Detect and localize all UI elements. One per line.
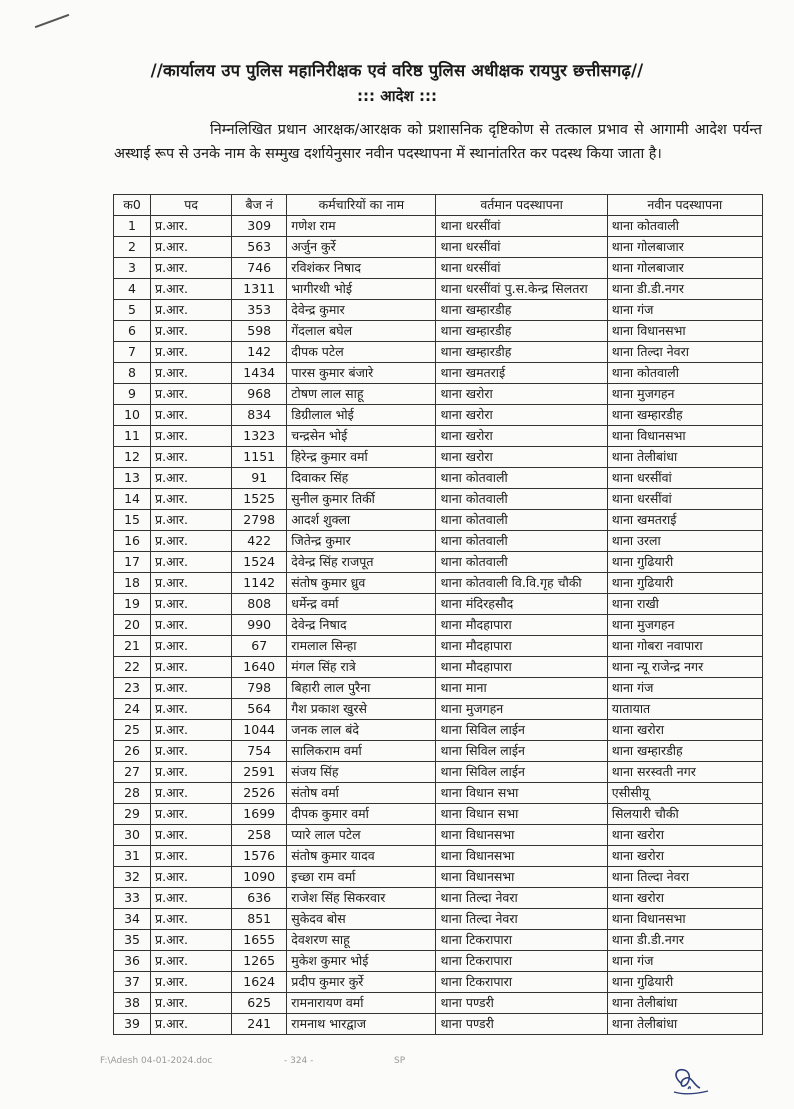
cell-post: प्र.आर. <box>151 321 232 342</box>
cell-name: देवेन्द्र कुमार <box>287 300 436 321</box>
cell-new-posting: थाना विधानसभा <box>607 426 762 447</box>
cell-new-posting: थाना गोबरा नवापारा <box>607 636 762 657</box>
cell-current-posting: थाना तिल्दा नेवरा <box>436 888 607 909</box>
cell-post: प्र.आर. <box>151 552 232 573</box>
cell-current-posting: थाना मंदिरहसौद <box>436 594 607 615</box>
cell-post: प्र.आर. <box>151 384 232 405</box>
cell-name: संतोष कुमार ध्रुव <box>287 573 436 594</box>
cell-badge: 1265 <box>232 951 287 972</box>
cell-name: अर्जुन कुर्रे <box>287 237 436 258</box>
cell-badge: 1142 <box>232 573 287 594</box>
cell-post: प्र.आर. <box>151 909 232 930</box>
cell-badge: 1655 <box>232 930 287 951</box>
cell-current-posting: थाना धरसींवां <box>436 216 607 237</box>
table-row <box>114 930 763 951</box>
header-badge: बैज नं <box>232 195 287 216</box>
cell-serial: 36 <box>114 951 151 972</box>
cell-badge: 598 <box>232 321 287 342</box>
cell-post: प्र.आर. <box>151 657 232 678</box>
cell-serial: 6 <box>114 321 151 342</box>
table-row <box>114 615 763 636</box>
cell-serial: 5 <box>114 300 151 321</box>
cell-name: देवशरण साहू <box>287 930 436 951</box>
cell-name: पारस कुमार बंजारे <box>287 363 436 384</box>
cell-badge: 422 <box>232 531 287 552</box>
cell-new-posting: थाना सरस्वती नगर <box>607 762 762 783</box>
cell-badge: 1311 <box>232 279 287 300</box>
cell-new-posting: थाना डी.डी.नगर <box>607 930 762 951</box>
table-row <box>114 678 763 699</box>
cell-current-posting: थाना धरसींवां पु.स.केन्द्र सिलतरा <box>436 279 607 300</box>
file-path: F:\Adesh 04-01-2024.doc <box>100 1056 213 1066</box>
table-row <box>114 909 763 930</box>
cell-name: प्रदीप कुमार कुर्रे <box>287 972 436 993</box>
cell-name: मंगल सिंह रात्रे <box>287 657 436 678</box>
cell-current-posting: थाना खरोरा <box>436 447 607 468</box>
table-row <box>114 741 763 762</box>
table-row <box>114 993 763 1014</box>
cell-new-posting: थाना गंज <box>607 300 762 321</box>
header-post: पद <box>151 195 232 216</box>
cell-serial: 31 <box>114 846 151 867</box>
cell-serial: 37 <box>114 972 151 993</box>
page-number: - 324 - <box>284 1056 314 1066</box>
cell-serial: 21 <box>114 636 151 657</box>
cell-current-posting: थाना खमतराई <box>436 363 607 384</box>
cell-current-posting: थाना विधानसभा <box>436 867 607 888</box>
cell-current-posting: थाना सिविल लाईन <box>436 762 607 783</box>
cell-post: प्र.आर. <box>151 489 232 510</box>
cell-current-posting: थाना कोतवाली वि.वि.गृह चौकी <box>436 573 607 594</box>
cell-post: प्र.आर. <box>151 237 232 258</box>
cell-current-posting: थाना कोतवाली <box>436 552 607 573</box>
cell-post: प्र.आर. <box>151 888 232 909</box>
table-row <box>114 972 763 993</box>
cell-new-posting: थाना गुढियारी <box>607 972 762 993</box>
cell-name: रामनारायण वर्मा <box>287 993 436 1014</box>
cell-serial: 19 <box>114 594 151 615</box>
cell-new-posting: थाना खरोरा <box>607 888 762 909</box>
cell-current-posting: थाना सिविल लाईन <box>436 720 607 741</box>
cell-badge: 968 <box>232 384 287 405</box>
cell-current-posting: थाना मौदहापारा <box>436 636 607 657</box>
cell-current-posting: थाना टिकरापारा <box>436 972 607 993</box>
cell-name: संजय सिंह <box>287 762 436 783</box>
cell-name: इच्छा राम वर्मा <box>287 867 436 888</box>
table-row <box>114 279 763 300</box>
table-row <box>114 867 763 888</box>
cell-name: दीपक पटेल <box>287 342 436 363</box>
cell-badge: 67 <box>232 636 287 657</box>
cell-serial: 4 <box>114 279 151 300</box>
cell-post: प्र.आर. <box>151 216 232 237</box>
cell-name: बिहारी लाल पुरैना <box>287 678 436 699</box>
cell-post: प्र.आर. <box>151 930 232 951</box>
cell-name: सुनील कुमार तिर्की <box>287 489 436 510</box>
cell-current-posting: थाना माना <box>436 678 607 699</box>
cell-new-posting: यातायात <box>607 699 762 720</box>
cell-current-posting: थाना मौदहापारा <box>436 657 607 678</box>
pen-stroke-mark <box>35 14 70 28</box>
cell-post: प्र.आर. <box>151 531 232 552</box>
table-row <box>114 846 763 867</box>
cell-serial: 14 <box>114 489 151 510</box>
cell-serial: 26 <box>114 741 151 762</box>
cell-serial: 20 <box>114 615 151 636</box>
cell-current-posting: थाना खरोरा <box>436 426 607 447</box>
cell-new-posting: थाना खरोरा <box>607 825 762 846</box>
header-current-posting: वर्तमान पदस्थापना <box>436 195 607 216</box>
cell-badge: 1576 <box>232 846 287 867</box>
table-row <box>114 489 763 510</box>
cell-new-posting: थाना गुढियारी <box>607 552 762 573</box>
table-row <box>114 699 763 720</box>
cell-name: दिवाकर सिंह <box>287 468 436 489</box>
table-row <box>114 573 763 594</box>
cell-name: हिरेन्द्र कुमार वर्मा <box>287 447 436 468</box>
cell-new-posting: थाना मुजगहन <box>607 615 762 636</box>
cell-post: प्र.आर. <box>151 741 232 762</box>
cell-serial: 22 <box>114 657 151 678</box>
cell-badge: 1090 <box>232 867 287 888</box>
cell-post: प्र.आर. <box>151 993 232 1014</box>
table-row <box>114 594 763 615</box>
cell-current-posting: थाना खम्हारडीह <box>436 342 607 363</box>
table-row <box>114 762 763 783</box>
table-row <box>114 657 763 678</box>
cell-serial: 35 <box>114 930 151 951</box>
cell-new-posting: थाना तेलीबांधा <box>607 993 762 1014</box>
cell-serial: 17 <box>114 552 151 573</box>
cell-post: प्र.आर. <box>151 279 232 300</box>
cell-post: प्र.आर. <box>151 720 232 741</box>
table-row <box>114 531 763 552</box>
cell-new-posting: सिलयारी चौकी <box>607 804 762 825</box>
cell-current-posting: थाना टिकरापारा <box>436 951 607 972</box>
cell-new-posting: थाना खम्हारडीह <box>607 741 762 762</box>
cell-post: प्र.आर. <box>151 804 232 825</box>
cell-new-posting: थाना कोतवाली <box>607 216 762 237</box>
cell-serial: 23 <box>114 678 151 699</box>
cell-name: रविशंकर निषाद <box>287 258 436 279</box>
order-paragraph: निम्नलिखित प्रधान आरक्षक/आरक्षक को प्रशासनिक दृष्टिकोण से तत्काल प्रभाव से आगामी आदेश पर्यन्त अस्थाई रूप से उनके नाम के सम्मुख दर्शायेनुसार नवीन पदस्थापना में स्थानांतरित कर पदस्थ किया जाता है। <box>114 122 762 162</box>
cell-serial: 16 <box>114 531 151 552</box>
cell-post: प्र.आर. <box>151 258 232 279</box>
cell-badge: 142 <box>232 342 287 363</box>
cell-badge: 1699 <box>232 804 287 825</box>
cell-current-posting: थाना सिविल लाईन <box>436 741 607 762</box>
cell-name: सुकेदव बोस <box>287 909 436 930</box>
transfer-table <box>113 194 763 1035</box>
header-name: कर्मचारियों का नाम <box>287 195 436 216</box>
cell-serial: 7 <box>114 342 151 363</box>
cell-current-posting: थाना पण्डरी <box>436 1014 607 1035</box>
cell-name: टोषण लाल साहू <box>287 384 436 405</box>
cell-post: प्र.आर. <box>151 825 232 846</box>
cell-post: प्र.आर. <box>151 636 232 657</box>
cell-new-posting: एसीसीयू <box>607 783 762 804</box>
cell-name: गणेश राम <box>287 216 436 237</box>
cell-name: दीपक कुमार वर्मा <box>287 804 436 825</box>
table-row <box>114 825 763 846</box>
cell-badge: 353 <box>232 300 287 321</box>
cell-current-posting: थाना धरसींवां <box>436 237 607 258</box>
cell-name: प्यारे लाल पटेल <box>287 825 436 846</box>
cell-badge: 258 <box>232 825 287 846</box>
table-row <box>114 237 763 258</box>
cell-name: चन्द्रसेन भोई <box>287 426 436 447</box>
cell-name: आदर्श शुक्ला <box>287 510 436 531</box>
cell-new-posting: थाना खरोरा <box>607 720 762 741</box>
cell-post: प्र.आर. <box>151 615 232 636</box>
table-row <box>114 552 763 573</box>
cell-new-posting: थाना कोतवाली <box>607 363 762 384</box>
table-row <box>114 783 763 804</box>
table-row <box>114 300 763 321</box>
cell-badge: 1151 <box>232 447 287 468</box>
table-row <box>114 405 763 426</box>
cell-badge: 1640 <box>232 657 287 678</box>
cell-serial: 32 <box>114 867 151 888</box>
cell-post: प्र.आर. <box>151 363 232 384</box>
cell-serial: 27 <box>114 762 151 783</box>
cell-name: गैश प्रकाश खुरसे <box>287 699 436 720</box>
cell-serial: 29 <box>114 804 151 825</box>
cell-badge: 1044 <box>232 720 287 741</box>
cell-serial: 3 <box>114 258 151 279</box>
cell-post: प्र.आर. <box>151 594 232 615</box>
cell-current-posting: थाना कोतवाली <box>436 489 607 510</box>
cell-new-posting: थाना तिल्दा नेवरा <box>607 342 762 363</box>
cell-serial: 33 <box>114 888 151 909</box>
cell-current-posting: थाना विधानसभा <box>436 825 607 846</box>
cell-post: प्र.आर. <box>151 405 232 426</box>
table-row <box>114 636 763 657</box>
cell-badge: 754 <box>232 741 287 762</box>
cell-post: प्र.आर. <box>151 951 232 972</box>
header-serial: क0 <box>114 195 151 216</box>
cell-new-posting: थाना मुजगहन <box>607 384 762 405</box>
table-row <box>114 720 763 741</box>
cell-post: प्र.आर. <box>151 447 232 468</box>
cell-new-posting: थाना गोलबाजार <box>607 258 762 279</box>
table-row <box>114 468 763 489</box>
cell-badge: 990 <box>232 615 287 636</box>
cell-name: जितेन्द्र कुमार <box>287 531 436 552</box>
cell-new-posting: थाना खरोरा <box>607 846 762 867</box>
cell-serial: 11 <box>114 426 151 447</box>
cell-post: प्र.आर. <box>151 867 232 888</box>
signature-icon <box>668 1062 712 1098</box>
cell-serial: 28 <box>114 783 151 804</box>
cell-badge: 2798 <box>232 510 287 531</box>
cell-badge: 309 <box>232 216 287 237</box>
footer-initials: SP <box>394 1056 406 1066</box>
cell-new-posting: थाना तेलीबांधा <box>607 447 762 468</box>
cell-post: प्र.आर. <box>151 468 232 489</box>
cell-post: प्र.आर. <box>151 1014 232 1035</box>
cell-serial: 1 <box>114 216 151 237</box>
cell-new-posting: थाना गंज <box>607 678 762 699</box>
cell-new-posting: थाना न्यू राजेन्द्र नगर <box>607 657 762 678</box>
cell-badge: 808 <box>232 594 287 615</box>
cell-current-posting: थाना विधान सभा <box>436 804 607 825</box>
cell-new-posting: थाना धरसींवां <box>607 468 762 489</box>
cell-serial: 9 <box>114 384 151 405</box>
cell-name: डिग्रीलाल भोई <box>287 405 436 426</box>
order-heading: ::: आदेश ::: <box>357 87 437 105</box>
cell-name: रामनाथ भारद्वाज <box>287 1014 436 1035</box>
cell-new-posting: थाना विधानसभा <box>607 321 762 342</box>
cell-badge: 1323 <box>232 426 287 447</box>
cell-name: भागीरथी भोई <box>287 279 436 300</box>
cell-badge: 564 <box>232 699 287 720</box>
cell-serial: 8 <box>114 363 151 384</box>
cell-new-posting: थाना खमतराई <box>607 510 762 531</box>
cell-current-posting: थाना विधान सभा <box>436 783 607 804</box>
cell-new-posting: थाना धरसींवां <box>607 489 762 510</box>
cell-current-posting: थाना खरोरा <box>436 384 607 405</box>
cell-current-posting: थाना मौदहापारा <box>436 615 607 636</box>
cell-current-posting: थाना विधानसभा <box>436 846 607 867</box>
cell-current-posting: थाना कोतवाली <box>436 531 607 552</box>
cell-current-posting: थाना पण्डरी <box>436 993 607 1014</box>
cell-post: प्र.आर. <box>151 846 232 867</box>
cell-name: देवेन्द्र निषाद <box>287 615 436 636</box>
cell-name: जनक लाल बंदे <box>287 720 436 741</box>
table-row <box>114 951 763 972</box>
cell-badge: 851 <box>232 909 287 930</box>
cell-badge: 625 <box>232 993 287 1014</box>
table-row <box>114 363 763 384</box>
cell-new-posting: थाना राखी <box>607 594 762 615</box>
table-row <box>114 1014 763 1035</box>
table-row <box>114 888 763 909</box>
table-row <box>114 447 763 468</box>
cell-new-posting: थाना तिल्दा नेवरा <box>607 867 762 888</box>
table-header-row <box>114 195 763 216</box>
cell-current-posting: थाना कोतवाली <box>436 468 607 489</box>
cell-badge: 636 <box>232 888 287 909</box>
cell-badge: 1434 <box>232 363 287 384</box>
cell-post: प्र.आर. <box>151 342 232 363</box>
cell-name: राजेश सिंह सिकरवार <box>287 888 436 909</box>
cell-new-posting: थाना गंज <box>607 951 762 972</box>
cell-badge: 1525 <box>232 489 287 510</box>
cell-post: प्र.आर. <box>151 426 232 447</box>
table-row <box>114 216 763 237</box>
cell-badge: 91 <box>232 468 287 489</box>
cell-serial: 30 <box>114 825 151 846</box>
cell-badge: 834 <box>232 405 287 426</box>
cell-new-posting: थाना गुढियारी <box>607 573 762 594</box>
cell-serial: 24 <box>114 699 151 720</box>
cell-badge: 746 <box>232 258 287 279</box>
office-title: //कार्यालय उप पुलिस महानिरीक्षक एवं वरिष्ठ पुलिस अधीक्षक रायपुर छत्तीसगढ़// <box>150 61 644 80</box>
cell-name: संतोष वर्मा <box>287 783 436 804</box>
cell-badge: 563 <box>232 237 287 258</box>
cell-new-posting: थाना विधानसभा <box>607 909 762 930</box>
cell-post: प्र.आर. <box>151 783 232 804</box>
cell-new-posting: थाना खम्हारडीह <box>607 405 762 426</box>
cell-current-posting: थाना खम्हारडीह <box>436 321 607 342</box>
cell-current-posting: थाना तिल्दा नेवरा <box>436 909 607 930</box>
cell-post: प्र.आर. <box>151 573 232 594</box>
cell-serial: 18 <box>114 573 151 594</box>
cell-serial: 15 <box>114 510 151 531</box>
cell-name: संतोष कुमार यादव <box>287 846 436 867</box>
table-row <box>114 384 763 405</box>
cell-name: मुकेश कुमार भोई <box>287 951 436 972</box>
header-new-posting: नवीन पदस्थापना <box>607 195 762 216</box>
cell-post: प्र.आर. <box>151 300 232 321</box>
cell-current-posting: थाना कोतवाली <box>436 510 607 531</box>
cell-name: गेंदलाल बघेल <box>287 321 436 342</box>
cell-post: प्र.आर. <box>151 678 232 699</box>
cell-current-posting: थाना खम्हारडीह <box>436 300 607 321</box>
cell-name: सालिकराम वर्मा <box>287 741 436 762</box>
cell-current-posting: थाना टिकरापारा <box>436 930 607 951</box>
table-row <box>114 342 763 363</box>
cell-current-posting: थाना धरसींवां <box>436 258 607 279</box>
cell-new-posting: थाना गोलबाजार <box>607 237 762 258</box>
cell-name: धर्मेन्द्र वर्मा <box>287 594 436 615</box>
table-row <box>114 804 763 825</box>
cell-serial: 38 <box>114 993 151 1014</box>
cell-serial: 13 <box>114 468 151 489</box>
cell-badge: 1524 <box>232 552 287 573</box>
cell-current-posting: थाना मुजगहन <box>436 699 607 720</box>
cell-serial: 34 <box>114 909 151 930</box>
cell-name: रामलाल सिन्हा <box>287 636 436 657</box>
cell-badge: 2526 <box>232 783 287 804</box>
cell-serial: 12 <box>114 447 151 468</box>
cell-serial: 39 <box>114 1014 151 1035</box>
table-row <box>114 510 763 531</box>
cell-name: देवेन्द्र सिंह राजपूत <box>287 552 436 573</box>
cell-serial: 2 <box>114 237 151 258</box>
cell-new-posting: थाना तेलीबांधा <box>607 1014 762 1035</box>
cell-post: प्र.आर. <box>151 972 232 993</box>
cell-serial: 25 <box>114 720 151 741</box>
cell-new-posting: थाना डी.डी.नगर <box>607 279 762 300</box>
table-row <box>114 321 763 342</box>
cell-post: प्र.आर. <box>151 699 232 720</box>
cell-badge: 2591 <box>232 762 287 783</box>
cell-badge: 798 <box>232 678 287 699</box>
cell-current-posting: थाना खरोरा <box>436 405 607 426</box>
cell-post: प्र.आर. <box>151 762 232 783</box>
table-row <box>114 426 763 447</box>
cell-serial: 10 <box>114 405 151 426</box>
cell-post: प्र.आर. <box>151 510 232 531</box>
table-row <box>114 258 763 279</box>
cell-new-posting: थाना उरला <box>607 531 762 552</box>
cell-badge: 241 <box>232 1014 287 1035</box>
cell-badge: 1624 <box>232 972 287 993</box>
